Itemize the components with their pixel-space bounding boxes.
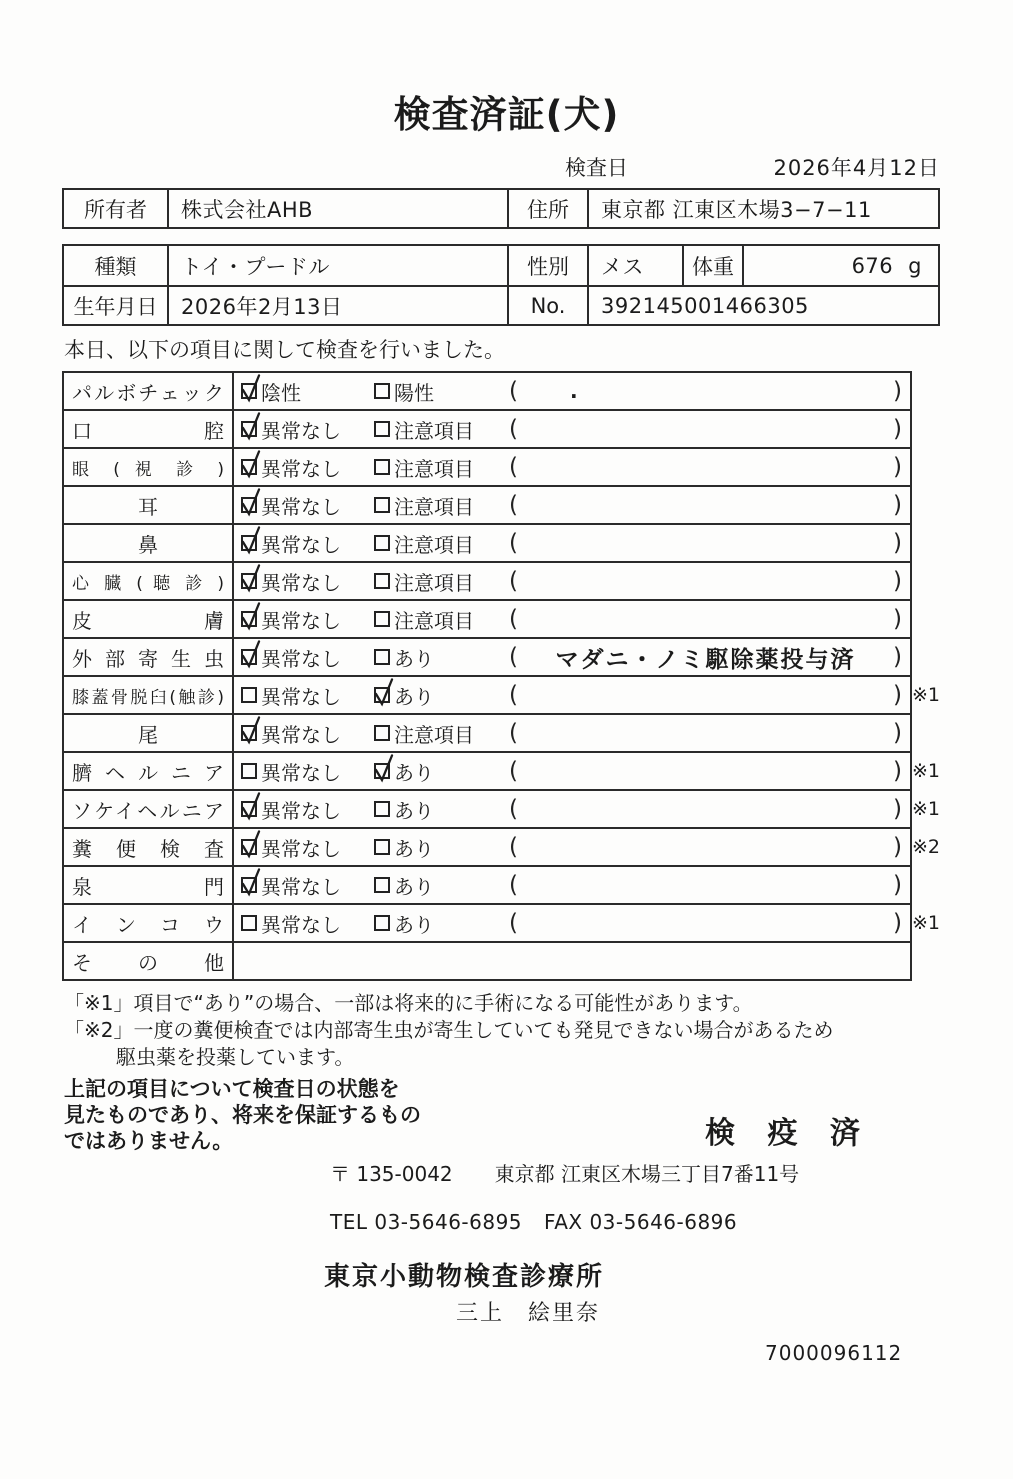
footnote-ref — [911, 866, 983, 904]
option2-label: 注意項目 — [394, 456, 474, 481]
footnote-ref: ※1 — [912, 684, 941, 706]
checklist-item-label: インコウ — [72, 912, 224, 937]
option1-checkbox[interactable] — [241, 497, 257, 513]
paren-close: ) — [893, 606, 902, 632]
checklist-item-label: 眼 ( 視 診 ) — [72, 459, 224, 480]
checklist-row — [63, 600, 983, 638]
paren-open: ( — [509, 378, 518, 404]
footnotes — [64, 990, 1013, 1071]
page-title: 検査済証(犬) — [393, 93, 620, 136]
owner-value: 株式会社AHB — [167, 190, 507, 227]
paren-open: ( — [509, 454, 518, 480]
disclaimer-line3: ではありません。 — [64, 1129, 234, 1153]
option1-label: 異常なし — [261, 874, 341, 899]
inspection-date-row — [62, 152, 940, 182]
footnote-ref — [911, 372, 983, 410]
option1-label: 異常なし — [261, 570, 341, 595]
option1-checkbox[interactable] — [241, 421, 257, 437]
option1-checkbox[interactable] — [241, 915, 257, 931]
paren-close: ) — [893, 378, 902, 404]
paren-content: マダニ・ノミ駆除薬投与済 — [555, 646, 856, 673]
option2-checkbox[interactable] — [374, 687, 390, 703]
option2-checkbox[interactable] — [374, 915, 390, 931]
checklist-item-label: 心 臓 ( 聴 診 ) — [72, 573, 224, 594]
footnote-ref: ※1 — [912, 798, 941, 820]
option1-checkbox[interactable] — [241, 535, 257, 551]
option2-label: 注意項目 — [394, 494, 474, 519]
breed-label: 種類 — [94, 254, 137, 279]
checklist-item-label: パルボチェック — [72, 380, 224, 405]
paren-open: ( — [509, 872, 518, 898]
option2-label: あり — [394, 798, 434, 823]
checklist-row — [63, 372, 983, 410]
paren-close: ) — [893, 416, 902, 442]
disclaimer-line2: 見たものであり、将来を保証するもの — [64, 1103, 421, 1127]
checkmark-icon — [239, 829, 266, 860]
footnote-ref — [911, 714, 983, 752]
option2-checkbox[interactable] — [374, 725, 390, 741]
option1-label: 異常なし — [261, 798, 341, 823]
option2-label: 注意項目 — [394, 418, 474, 443]
owner-table — [62, 188, 940, 229]
paren-close: ) — [893, 910, 902, 936]
weight-label: 体重 — [682, 246, 742, 285]
checklist-item-label: 口腔 — [72, 418, 224, 443]
disclaimer-line1: 上記の項目について検査日の状態を — [64, 1077, 400, 1101]
address-label: 住所 — [507, 190, 587, 227]
checkmark-icon — [239, 373, 266, 404]
paren-close: ) — [893, 644, 902, 670]
option2-label: 注意項目 — [394, 722, 474, 747]
paren-close: ) — [893, 758, 902, 784]
inspection-date-value: 2026年4月12日 — [773, 156, 940, 180]
paren-close: ) — [893, 454, 902, 480]
option1-checkbox[interactable] — [241, 573, 257, 589]
checklist-row — [63, 676, 983, 714]
footnote-ref — [911, 486, 983, 524]
quarantine-stamp: 検 疫 済 — [705, 1116, 871, 1151]
option2-label: あり — [394, 836, 434, 861]
footnote-ref: ※2 — [912, 836, 941, 858]
intro-text: 本日、以下の項目に関して検査を行いました。 — [64, 338, 505, 362]
option2-checkbox[interactable] — [374, 573, 390, 589]
option1-label: 異常なし — [261, 760, 341, 785]
option1-checkbox[interactable] — [241, 459, 257, 475]
sex-label: 性別 — [507, 246, 587, 285]
paren-open: ( — [509, 682, 518, 708]
paren-open: ( — [509, 644, 518, 670]
checklist-item-label: 皮膚 — [72, 608, 224, 633]
option2-label: 注意項目 — [394, 608, 474, 633]
checklist-row — [63, 448, 983, 486]
checkmark-icon — [239, 563, 266, 594]
checklist-row — [63, 524, 983, 562]
checklist-row — [63, 828, 983, 866]
clinic-postal: 〒 135-0042 — [330, 1162, 453, 1186]
footnote-2b: 駆虫薬を投薬しています。 — [116, 1045, 355, 1069]
checklist-item-label: 尾 — [138, 722, 158, 747]
checklist-row — [63, 714, 983, 752]
checklist-item-label: 膝蓋骨脱臼(触診) — [72, 687, 224, 708]
no-label: No. — [507, 287, 587, 324]
paren-close: ) — [893, 720, 902, 746]
option2-label: あり — [394, 646, 434, 671]
paren-open: ( — [509, 606, 518, 632]
paren-open: ( — [509, 796, 518, 822]
birthdate-value: 2026年2月13日 — [167, 287, 507, 324]
footnote-ref — [911, 410, 983, 448]
option1-checkbox[interactable] — [241, 725, 257, 741]
address-value: 東京都 江東区木場3−7−11 — [587, 190, 938, 227]
paren-open: ( — [509, 910, 518, 936]
checkmark-icon — [239, 411, 266, 442]
checkmark-icon — [239, 449, 266, 480]
no-value: 392145001466305 — [587, 287, 938, 324]
option1-checkbox[interactable] — [241, 687, 257, 703]
checkmark-icon — [239, 601, 266, 632]
footnote-ref — [911, 524, 983, 562]
paren-content: . — [569, 379, 578, 403]
weight-unit: g — [908, 253, 922, 278]
option2-label: 陽性 — [394, 380, 434, 405]
paren-open: ( — [509, 416, 518, 442]
inspection-date-label: 検査日 — [565, 156, 628, 180]
option1-label: 異常なし — [261, 456, 341, 481]
checklist-item-label: 臍ヘルニア — [72, 760, 224, 785]
checklist-row — [63, 942, 983, 980]
option2-label: 注意項目 — [394, 532, 474, 557]
option1-label: 異常なし — [261, 418, 341, 443]
checkmark-icon — [239, 867, 266, 898]
owner-label: 所有者 — [84, 197, 147, 222]
option1-label: 異常なし — [261, 608, 341, 633]
footnote-ref: ※1 — [912, 912, 941, 934]
checkmark-icon — [239, 639, 266, 670]
checklist-row — [63, 904, 983, 942]
checklist-item-label: その他 — [72, 950, 224, 975]
option2-label: あり — [394, 912, 434, 937]
checklist-body — [63, 372, 983, 980]
option2-checkbox[interactable] — [374, 649, 390, 665]
checklist-item-label: 耳 — [138, 494, 158, 519]
footnote-ref — [911, 448, 983, 486]
option2-label: あり — [394, 684, 434, 709]
weight-number: 676 — [851, 253, 894, 278]
option2-checkbox[interactable] — [374, 877, 390, 893]
checklist-table — [62, 371, 984, 981]
checklist-wrap — [62, 371, 1013, 981]
paren-open: ( — [509, 834, 518, 860]
clinic-name: 東京小動物検査診療所 — [324, 1262, 605, 1292]
option2-checkbox[interactable] — [374, 535, 390, 551]
paren-close: ) — [893, 492, 902, 518]
checkmark-icon — [372, 677, 399, 708]
option1-checkbox[interactable] — [241, 801, 257, 817]
paren-close: ) — [893, 682, 902, 708]
paren-open: ( — [509, 568, 518, 594]
checklist-row — [63, 638, 983, 676]
paren-open: ( — [509, 720, 518, 746]
option2-checkbox[interactable] — [374, 383, 390, 399]
option1-checkbox[interactable] — [241, 383, 257, 399]
checklist-row — [63, 486, 983, 524]
option2-checkbox[interactable] — [374, 839, 390, 855]
sex-value: メス — [587, 246, 682, 285]
option1-label: 異常なし — [261, 646, 341, 671]
paren-open: ( — [509, 530, 518, 556]
option1-checkbox[interactable] — [241, 611, 257, 627]
paren-close: ) — [893, 834, 902, 860]
footnote-ref — [911, 638, 983, 676]
paren-close: ) — [893, 568, 902, 594]
option2-label: あり — [394, 760, 434, 785]
option2-label: 注意項目 — [394, 570, 474, 595]
option1-checkbox[interactable] — [241, 877, 257, 893]
document-number: 7000096112 — [765, 1341, 903, 1365]
clinic-tel-line — [330, 1210, 1013, 1234]
checkmark-icon — [239, 487, 266, 518]
option2-checkbox[interactable] — [374, 459, 390, 475]
checkmark-icon — [239, 525, 266, 556]
paren-open: ( — [509, 758, 518, 784]
checklist-item-label: 泉門 — [72, 874, 224, 899]
disclaimer-text — [64, 1076, 438, 1154]
paren-close: ) — [893, 530, 902, 556]
option1-label: 異常なし — [261, 494, 341, 519]
clinic-address-line — [330, 1158, 1013, 1187]
clinic-tel: TEL 03-5646-6895 — [330, 1210, 523, 1234]
checkmark-icon — [239, 791, 266, 822]
option2-label: あり — [394, 874, 434, 899]
clinic-address: 東京都 江東区木場三丁目7番11号 — [494, 1162, 800, 1186]
checkmark-icon — [372, 753, 399, 784]
weight-value — [742, 246, 938, 285]
option1-label: 異常なし — [261, 722, 341, 747]
paren-open: ( — [509, 492, 518, 518]
option2-checkbox[interactable] — [374, 421, 390, 437]
option1-label: 異常なし — [261, 912, 341, 937]
option1-checkbox[interactable] — [241, 649, 257, 665]
footnote-ref: ※1 — [912, 760, 941, 782]
checklist-row — [63, 562, 983, 600]
disclaimer-row — [64, 1076, 1013, 1154]
checkmark-icon — [239, 715, 266, 746]
breed-value: トイ・プードル — [167, 246, 507, 285]
clinic-fax: FAX 03-5646-6896 — [544, 1210, 738, 1234]
footnote-1: 「※1」項目で“あり”の場合、一部は将来的に手術になる可能性があります。 — [64, 991, 753, 1015]
vet-name: 三上 絵里奈 — [456, 1301, 601, 1326]
footnote-ref — [911, 600, 983, 638]
option2-checkbox[interactable] — [374, 801, 390, 817]
option1-checkbox[interactable] — [241, 763, 257, 779]
checklist-item-label: 鼻 — [138, 532, 158, 557]
footnote-2: 「※2」一度の糞便検査では内部寄生虫が寄生していても発見できない場合があるため — [64, 1018, 834, 1042]
checklist-row — [63, 410, 983, 448]
checklist-item-label: 糞便検査 — [72, 836, 224, 861]
birthdate-label: 生年月日 — [73, 294, 158, 319]
checklist-item-label: ソケイヘルニア — [72, 798, 224, 823]
checklist-row — [63, 790, 983, 828]
option2-checkbox[interactable] — [374, 497, 390, 513]
checklist-item-label: 外部寄生虫 — [72, 646, 224, 671]
checklist-row — [63, 866, 983, 904]
option1-label: 異常なし — [261, 684, 341, 709]
option2-checkbox[interactable] — [374, 611, 390, 627]
paren-close: ) — [893, 796, 902, 822]
option1-label: 異常なし — [261, 532, 341, 557]
checklist-row — [63, 752, 983, 790]
option1-label: 異常なし — [261, 836, 341, 861]
footnote-ref — [911, 562, 983, 600]
footnote-ref — [911, 942, 983, 980]
option1-label: 陰性 — [261, 380, 301, 405]
option1-checkbox[interactable] — [241, 839, 257, 855]
option2-checkbox[interactable] — [374, 763, 390, 779]
info-table — [62, 244, 940, 326]
paren-close: ) — [893, 872, 902, 898]
